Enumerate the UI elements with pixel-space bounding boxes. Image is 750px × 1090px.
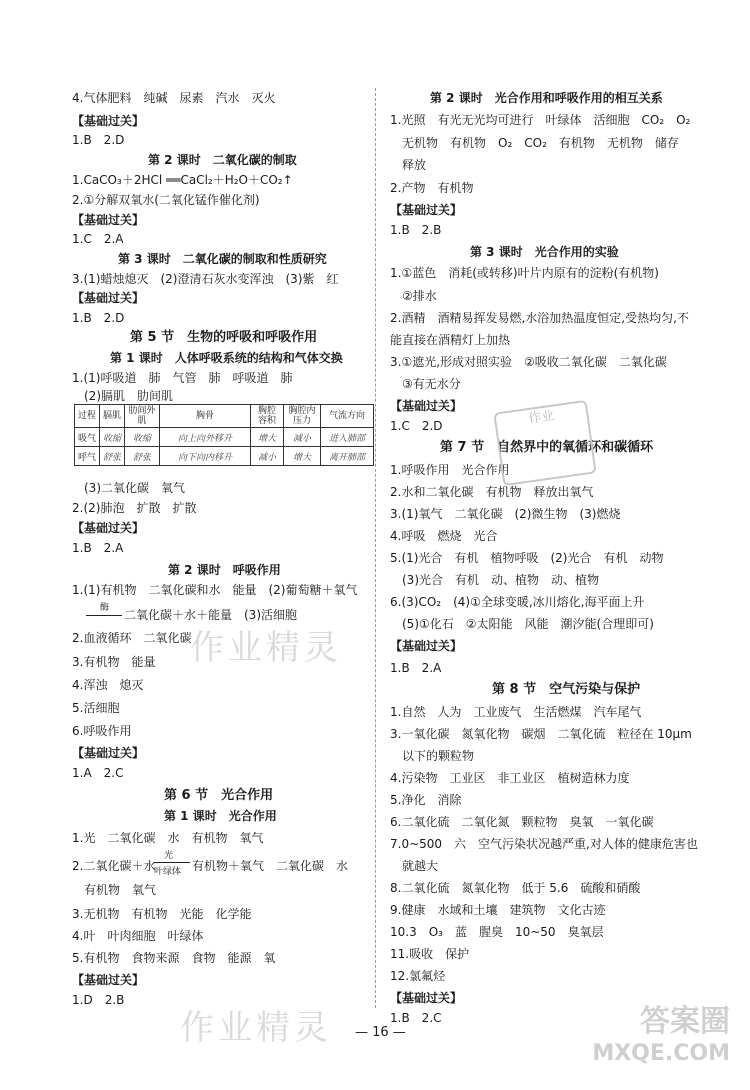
answer-line: 1.①蓝色 消耗(或转移)叶片内原有的淀粉(有机物) [390, 266, 659, 280]
answer-line: (3)光合 有机 动、植物 动、植物 [402, 573, 599, 587]
answer-line: 有机物 氧气 [84, 883, 157, 897]
answer-line: ②排水 [402, 289, 437, 303]
answer-line: 6.(3)CO₂ (4)①全球变暖,冰川熔化,海平面上升 [390, 595, 645, 609]
table-header: 胸骨 [160, 405, 251, 428]
enzyme-label: 酶 [100, 603, 110, 613]
section-heading: 【基础过关】 [390, 399, 463, 413]
answer-line: 2.①分解双氧水(二氧化锰作催化剂) [72, 193, 260, 207]
answer-line: 5.活细胞 [72, 701, 120, 715]
answer-line: 2.产物 有机物 [390, 181, 474, 195]
answer-line: 4.呼吸 燃烧 光合 [390, 529, 498, 543]
answer-line: 2.酒精 酒精易挥发易燃,水浴加热温度恒定,受热均匀,不 [390, 311, 689, 325]
page-number: — 16 — [355, 1025, 406, 1040]
answer-line: 1.B 2.A [72, 541, 124, 555]
table-cell: 向下向内移升 [160, 447, 251, 466]
table-cell: 减小 [251, 447, 284, 466]
answer-line: 11.吸收 保护 [390, 947, 470, 961]
answer-line: 2.(2)肺泡 扩散 扩散 [72, 501, 197, 515]
equation-line: 1.CaCO₃＋2HCl ══CaCl₂＋H₂O＋CO₂↑ [72, 173, 293, 187]
table-cell: 舒张 [100, 447, 125, 466]
answer-line: 3.①遮光,形成对照实验 ②吸收二氧化碳 二氧化碳 [390, 355, 667, 369]
answer-line: 6.呼吸作用 [72, 724, 132, 738]
table-header: 气流方向 [321, 405, 374, 428]
answer-line: 3.无机物 有机物 光能 化学能 [72, 907, 252, 921]
table-header-row [75, 405, 374, 428]
answer-line: 9.健康 水域和土壤 建筑物 文化古迹 [390, 903, 606, 917]
answer-line: 无机物 有机物 O₂ CO₂ 有机物 无机物 储存 [402, 136, 679, 150]
section-heading: 【基础过关】 [390, 991, 463, 1005]
answer-line: 以下的颗粒物 [402, 749, 475, 763]
table-cell: 离开肺部 [321, 447, 374, 466]
lesson-title: 第 3 课时 二氧化碳的制取和性质研究 [118, 252, 327, 266]
table-cell: 减小 [284, 428, 321, 447]
lesson-title: 第 2 课时 光合作用和呼吸作用的相互关系 [430, 91, 663, 105]
answer-line: 1.C 2.D [390, 419, 443, 433]
answer-line: 5.有机物 食物来源 食物 能源 氧 [72, 951, 276, 965]
answer-line: 1.B 2.B [390, 223, 442, 237]
lesson-title: 第 3 课时 光合作用的实验 [470, 245, 619, 259]
answer-line: 1.A 2.C [72, 766, 124, 780]
answer-line: (5)①化石 ②太阳能 风能 潮汐能(合理即可) [402, 617, 654, 631]
section-title: 第 7 节 自然界中的氧循环和碳循环 [440, 440, 654, 455]
section-title: 第 5 节 生物的呼吸和呼吸作用 [130, 330, 318, 345]
reaction-arrow [154, 862, 190, 863]
section-heading: 【基础过关】 [72, 973, 145, 987]
table-cell: 增大 [284, 447, 321, 466]
table-cell: 呼气 [75, 447, 100, 466]
reaction-arrow [86, 615, 122, 616]
section-heading: 【基础过关】 [72, 291, 145, 305]
lesson-title: 第 2 课时 二氧化碳的制取 [148, 153, 297, 167]
table-header: 过程 [75, 405, 100, 428]
answer-line: 有机物＋氧气 二氧化碳 水 [192, 859, 349, 873]
lesson-title: 第 1 课时 光合作用 [164, 809, 277, 823]
answer-line: 1.(1)呼吸道 肺 气管 肺 呼吸道 肺 [72, 371, 293, 385]
answer-line: 4.浑浊 熄灭 [72, 678, 144, 692]
answer-line: 5.净化 消除 [390, 793, 462, 807]
section-heading: 【基础过关】 [72, 746, 145, 760]
stamp-logo [493, 400, 596, 486]
column-divider [375, 88, 376, 1008]
answer-line: 二氧化碳＋水＋能量 (3)活细胞 [124, 608, 297, 622]
table-header: 肋间外肌 [125, 405, 160, 428]
answer-line: 1.自然 人为 工业废气 生活燃煤 汽车尾气 [390, 705, 642, 719]
table-cell: 吸气 [75, 428, 100, 447]
table-row [75, 447, 374, 466]
answer-line: 8.二氧化硫 氮氧化物 低于 5.6 硫酸和硝酸 [390, 881, 641, 895]
table-row [75, 428, 374, 447]
answer-line: 7.0~500 六 空气污染状况越严重,对人体的健康危害也 [390, 837, 698, 851]
answer-line: 1.B 2.C [390, 1011, 442, 1025]
answer-line: 释放 [402, 158, 427, 172]
answer-line: 12.氯氟烃 [390, 969, 446, 983]
section-heading: 【基础过关】 [390, 639, 463, 653]
table-cell: 舒张 [125, 447, 160, 466]
answer-line: 1.光照 有光无光均可进行 叶绿体 活细胞 CO₂ O₂ [390, 113, 691, 127]
table-cell: 增大 [251, 428, 284, 447]
answer-line: 3.一氧化碳 氮氧化物 碳烟 二氧化硫 粒径在 10μm [390, 727, 692, 741]
light-label: 光 [164, 851, 174, 861]
answer-line: 能直接在酒精灯上加热 [390, 333, 511, 347]
site-logo [592, 1006, 730, 1070]
section-heading: 【基础过关】 [72, 521, 145, 535]
answer-line: 3.(1)蜡烛熄灭 (2)澄清石灰水变浑浊 (3)紫 红 [72, 272, 339, 286]
answer-line: 1.B 2.D [72, 311, 125, 325]
answer-line: 1.B 2.A [390, 661, 442, 675]
section-title: 第 8 节 空气污染与保护 [492, 682, 641, 697]
lesson-title: 第 2 课时 呼吸作用 [168, 563, 281, 577]
section-heading: 【基础过关】 [390, 203, 463, 217]
watermark: 作业精灵 [180, 1008, 332, 1048]
answer-line: 6.二氧化硫 二氧化氮 颗粒物 臭氧 一氧化碳 [390, 815, 654, 829]
answer-line: 1.(1)有机物 二氧化碳和水 能量 (2)葡萄糖＋氧气 [72, 583, 358, 597]
answer-line: ③有无水分 [402, 377, 461, 391]
answer-line: 1.呼吸作用 光合作用 [390, 463, 510, 477]
watermark: 作业精灵 [190, 628, 342, 668]
answer-line: 4.污染物 工业区 非工业区 植树造林力度 [390, 771, 630, 785]
answer-line: 1.光 二氧化碳 水 有机物 氧气 [72, 831, 264, 845]
stamp-text: 作业 [527, 408, 556, 427]
answer-line: 1.B 2.D [72, 133, 125, 147]
logo-title: 答案圈 [640, 1004, 730, 1039]
table-header: 膈肌 [100, 405, 125, 428]
answer-line: 4.叶 叶肉细胞 叶绿体 [72, 929, 204, 943]
answer-line: 2.水和二氧化碳 有机物 释放出氧气 [390, 485, 594, 499]
logo-url: MXQE.COM [592, 1041, 730, 1066]
answer-line: 1.C 2.A [72, 232, 124, 246]
table-cell: 收缩 [125, 428, 160, 447]
answer-line: 2.血液循环 二氧化碳 [72, 631, 192, 645]
answer-line: 3.(1)氧气 二氧化碳 (2)微生物 (3)燃烧 [390, 507, 621, 521]
answer-line: 4.气体肥料 纯碱 尿素 汽水 灭火 [72, 91, 276, 105]
answer-line: 2.二氧化碳＋水 [72, 859, 156, 873]
breathing-table [74, 404, 374, 466]
table-header: 胸腔内压力 [284, 405, 321, 428]
answer-line: (3)二氧化碳 氧气 [84, 481, 185, 495]
lesson-title: 第 1 课时 人体呼吸系统的结构和气体交换 [110, 351, 343, 365]
answer-line: 1.D 2.B [72, 993, 125, 1007]
answer-line: 就越大 [402, 859, 439, 873]
table-cell: 进入肺部 [321, 428, 374, 447]
section-title: 第 6 节 光合作用 [164, 788, 274, 803]
table-header: 胸腔容积 [251, 405, 284, 428]
section-heading: 【基础过关】 [72, 114, 145, 128]
answer-line: (2)膈肌 肋间肌 [84, 389, 173, 403]
answer-line: 5.(1)光合 有机 植物呼吸 (2)光合 有机 动物 [390, 551, 664, 565]
table-cell: 向上向外移升 [160, 428, 251, 447]
table-cell: 收缩 [100, 428, 125, 447]
answer-line: 3.有机物 能量 [72, 655, 156, 669]
answer-line: 10.3 O₃ 蓝 腥臭 10~50 臭氧层 [390, 925, 604, 939]
chloroplast-label: 叶绿体 [154, 867, 182, 877]
section-heading: 【基础过关】 [72, 213, 145, 227]
